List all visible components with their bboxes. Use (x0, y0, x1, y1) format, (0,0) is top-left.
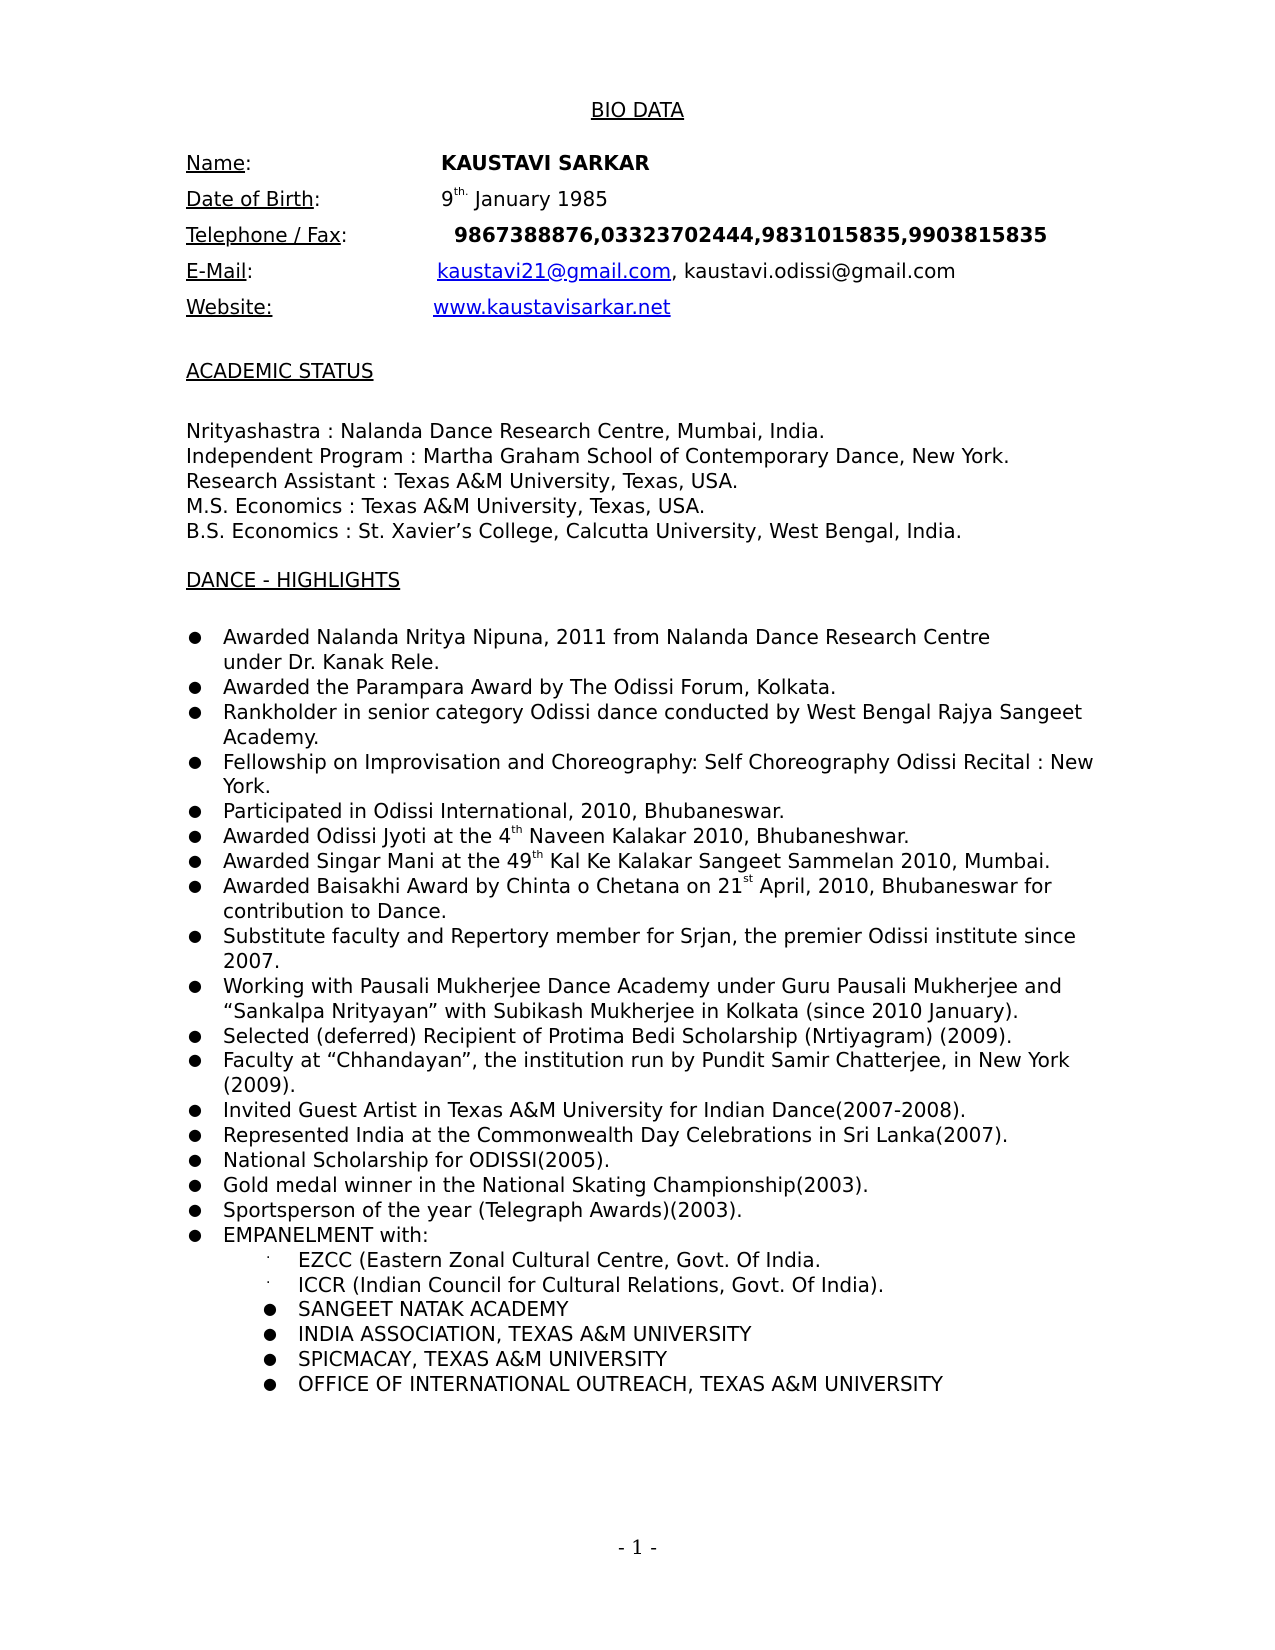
academic-line: M.S. Economics : Texas A&M University, Texas, USA. (186, 494, 706, 518)
name-row (186, 151, 1106, 181)
bullet-icon: ● (188, 826, 202, 846)
email-label: E-Mail: (186, 259, 254, 283)
list-item: ● Represented India at the Commonwealth Day Celebrations in Sri Lanka(2007). (188, 1123, 1009, 1148)
email-value (437, 259, 956, 283)
academic-heading: ACADEMIC STATUS (186, 359, 374, 383)
empanelment-item: ● SPICMACAY, TEXAS A&M UNIVERSITY (263, 1347, 668, 1372)
list-item: ● Rankholder in senior category Odissi dance conducted by West Bengal Rajya Sangeet Academy. (188, 699, 1083, 749)
name-value: KAUSTAVI SARKAR (441, 151, 650, 175)
list-item: ● Sportsperson of the year (Telegraph Awards)(2003). (188, 1197, 743, 1222)
email-row (186, 259, 1106, 289)
phone-row (186, 223, 1106, 253)
dob-value: $9^{th.}$ January 1985 (441, 185, 608, 211)
dob-label: Date of Birth: (186, 187, 321, 211)
list-item: ● Awarded Singar Mani at the 49th Kal Ke Kalakar Sangeet Sammelan 2010, Mumbai. (188, 847, 1051, 874)
empanelment-list (223, 1248, 1131, 1397)
academic-line: B.S. Economics : St. Xavier’s College, Calcutta University, West Bengal, India. (186, 519, 963, 543)
bullet-icon: ● (188, 1199, 202, 1219)
page-number: - 1 - (618, 1535, 657, 1559)
list-item: ● Awarded Baisakhi Award by Chinta o Chetana on 21st April, 2010, Bhubaneswar for contribution to Dance. (188, 872, 1052, 923)
small-dot-icon: · (266, 1274, 271, 1291)
list-item: ● Fellowship on Improvisation and Choreography: Self Choreography Odissi Recital : New York. (188, 749, 1094, 799)
bullet-icon: ● (188, 975, 202, 995)
empanelment-item: ● INDIA ASSOCIATION, TEXAS A&M UNIVERSITY (263, 1322, 752, 1347)
bullet-icon: ● (188, 1050, 202, 1070)
website-row (186, 295, 1106, 325)
list-item: ● Working with Pausali Mukherjee Dance Academy under Guru Pausali Mukherjee and “Sankalpa Nrityayan” with Subikash Mukherjee in Kolkata (since 2010 January). (188, 973, 1062, 1023)
empanelment-item: · EZCC (Eastern Zonal Cultural Centre, Govt. Of India. (266, 1247, 821, 1272)
bullet-icon: ● (188, 851, 202, 871)
list-item: ● Awarded Odissi Jyoti at the 4th Naveen Kalakar 2010, Bhubaneshwar. (188, 822, 910, 849)
bullet-icon: ● (188, 1125, 202, 1145)
name-label: Name: (186, 151, 252, 175)
list-item: ● Faculty at “Chhandayan”, the institution run by Pundit Samir Chatterjee, in New York (2009). (188, 1048, 1070, 1098)
bullet-icon: ● (188, 1174, 202, 1194)
bullet-icon: ● (263, 1374, 277, 1394)
highlights-heading: DANCE - HIGHLIGHTS (186, 568, 401, 592)
empanelment-item: · ICCR (Indian Council for Cultural Relations, Govt. Of India). (266, 1272, 885, 1297)
bullet-icon: ● (263, 1349, 277, 1369)
bullet-icon: ● (263, 1299, 277, 1319)
list-item: ● EMPANELMENT with: · EZCC (Eastern Zonal Cultural Centre, Govt. Of India. · ICCR (Indian Council for Cultural Relations, Govt. Of India). ● SANGEET NATAK ACADEMY ● INDIA ASSOCIATION, TEXAS A&M UNIVERSITY ● SPICMACAY, TEXAS A&M UNIVERSITY ● OFFICE OF INTERNATIONAL OUTREACH, TEXAS A&M UNIVERSITY (186, 1223, 1131, 1397)
bullet-icon: ● (188, 1150, 202, 1170)
website-link[interactable]: www.kaustavisarkar.net (433, 295, 671, 319)
email-primary-link[interactable]: kaustavi21@gmail.com (437, 259, 672, 283)
bullet-icon: ● (188, 751, 202, 771)
list-item: ● Selected (deferred) Recipient of Protima Bedi Scholarship (Nrtiyagram) (2009). (188, 1023, 1013, 1048)
list-item: ● Gold medal winner in the National Skating Championship(2003). (188, 1172, 869, 1197)
dob-row (186, 187, 1106, 217)
academic-line: Independent Program : Martha Graham School of Contemporary Dance, New York. (186, 444, 1010, 468)
bullet-icon: ● (188, 701, 202, 721)
bullet-icon: ● (188, 925, 202, 945)
email-secondary: , kaustavi.odissi@gmail.com (671, 259, 956, 283)
bullet-icon: ● (188, 801, 202, 821)
document-title: BIO DATA (590, 98, 685, 122)
list-item: ● Substitute faculty and Repertory member for Srjan, the premier Odissi institute since 2007. (188, 923, 1076, 973)
empanelment-item: ● OFFICE OF INTERNATIONAL OUTREACH, TEXAS A&M UNIVERSITY (263, 1372, 944, 1397)
website-label: Website: (186, 295, 273, 319)
bullet-icon: ● (188, 876, 202, 896)
bullet-icon: ● (188, 676, 202, 696)
list-item: ● Awarded the Parampara Award by The Odissi Forum, Kolkata. (188, 674, 837, 699)
list-item: ● Invited Guest Artist in Texas A&M University for Indian Dance(2007-2008). (188, 1098, 967, 1123)
academic-list (186, 419, 1010, 544)
small-dot-icon: · (266, 1249, 271, 1266)
list-item: ● National Scholarship for ODISSI(2005). (188, 1148, 611, 1173)
list-item: ● Participated in Odissi International, 2010, Bhubaneswar. (188, 799, 785, 824)
bullet-icon: ● (188, 1224, 202, 1244)
bullet-icon: ● (188, 1100, 202, 1120)
list-item: ● Awarded Nalanda Nritya Nipuna, 2011 from Nalanda Dance Research Centre under Dr. Kanak Rele. (188, 625, 991, 674)
academic-line: Nrityashastra : Nalanda Dance Research Centre, Mumbai, India. (186, 419, 825, 443)
bullet-icon: ● (188, 1025, 202, 1045)
bullet-icon: ● (188, 627, 202, 646)
bullet-icon: ● (263, 1324, 277, 1344)
empanelment-item: ● SANGEET NATAK ACADEMY (263, 1297, 569, 1322)
phone-label: Telephone / Fax: (186, 223, 348, 247)
academic-line: Research Assistant : Texas A&M University, Texas, USA. (186, 469, 739, 493)
highlights-list (186, 625, 1131, 1397)
phone-value: 9867388876,03323702444,9831015835,9903815835 (454, 223, 1048, 247)
